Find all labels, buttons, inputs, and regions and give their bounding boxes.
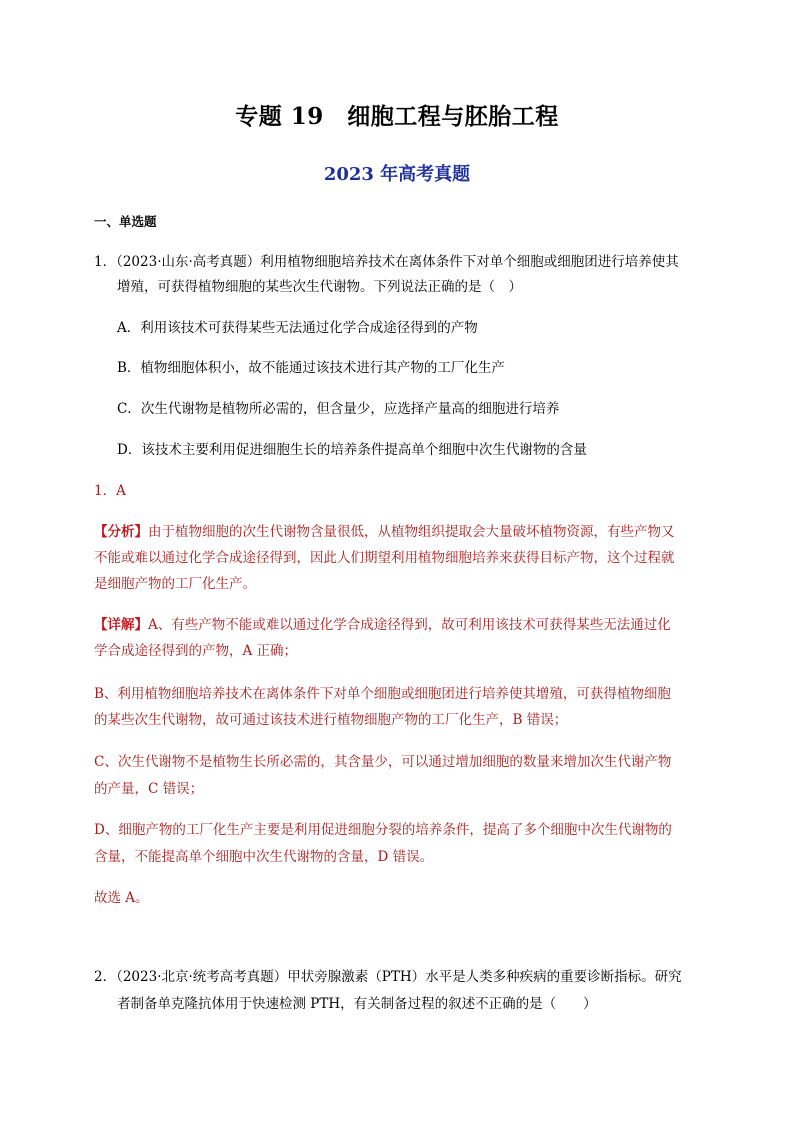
- detail-b-line2: 的某些次生代谢物，故可通过该技术进行植物细胞产物的工厂化生产，B 错误；: [94, 712, 568, 728]
- question-2-stem-line2: 者制备单克隆抗体用于快速检测 PTH，有关制备过程的叙述不正确的是（ ）: [117, 996, 597, 1012]
- detail-d-line1: D、细胞产物的工厂化生产主要是利用促进细胞分裂的培养条件，提高了多个细胞中次生代谢物的: [94, 822, 672, 838]
- question-1-option-a: A．利用该技术可获得某些无法通过化学合成途径得到的产物: [117, 320, 478, 336]
- question-1-option-b: B．植物细胞体积小，故不能通过该技术进行其产物的工厂化生产: [117, 360, 505, 376]
- analysis-line2: 不能或难以通过化学合成途径得到，因此人们期望利用植物细胞培养来获得目标产物，这个过程就: [94, 550, 675, 566]
- conclusion: 故选 A。: [94, 890, 149, 906]
- page-title: 专题 19 细胞工程与胚胎工程: [235, 103, 559, 130]
- question-1-option-d: D．该技术主要利用促进细胞生长的培养条件提高单个细胞中次生代谢物的含量: [117, 442, 587, 458]
- section-subtitle: 2023 年高考真题: [323, 164, 471, 185]
- detail-text-line1: A、有些产物不能或难以通过化学合成途径得到，故可利用该技术可获得某些无法通过化: [148, 617, 671, 633]
- detail-line1: [94, 616, 671, 634]
- question-1-answer: 1．A: [94, 483, 126, 499]
- question-1-stem-line2: 增殖，可获得植物细胞的某些次生代谢物。下列说法正确的是（ ）: [117, 279, 522, 295]
- question-2-stem-line1: 2．（2023·北京·统考高考真题）甲状旁腺激素（PTH）水平是人类多种疾病的重要诊断指标。研究: [94, 969, 682, 985]
- detail-c-line2: 的产量，C 错误；: [94, 781, 204, 797]
- analysis-line3: 是细胞产物的工厂化生产。: [94, 576, 256, 592]
- detail-d-line2: 含量，不能提高单个细胞中次生代谢物的含量，D 错误。: [94, 849, 434, 865]
- detail-c-line1: C、次生代谢物不是植物生长所必需的，其含量少，可以通过增加细胞的数量来增加次生代谢产物: [94, 754, 672, 770]
- question-1-option-c: C．次生代谢物是植物所必需的，但含量少，应选择产量高的细胞进行培养: [117, 401, 560, 417]
- analysis-text-line1: 由于植物细胞的次生代谢物含量很低，从植物组织提取会大量破坏植物资源，有些产物又: [148, 524, 675, 540]
- detail-line2: 学合成途径得到的产物，A 正确；: [94, 643, 298, 659]
- question-1-stem-line1: 1．（2023·山东·高考真题）利用植物细胞培养技术在离体条件下对单个细胞或细胞团进行培养使其: [94, 254, 679, 270]
- analysis-tag: 【分析】: [94, 524, 148, 540]
- section-heading: 一、单选题: [94, 214, 157, 229]
- analysis-line1: [94, 523, 675, 541]
- detail-b-line1: B、利用植物细胞培养技术在离体条件下对单个细胞或细胞团进行培养使其增殖，可获得植物细胞: [94, 686, 671, 702]
- detail-tag: 【详解】: [94, 617, 148, 633]
